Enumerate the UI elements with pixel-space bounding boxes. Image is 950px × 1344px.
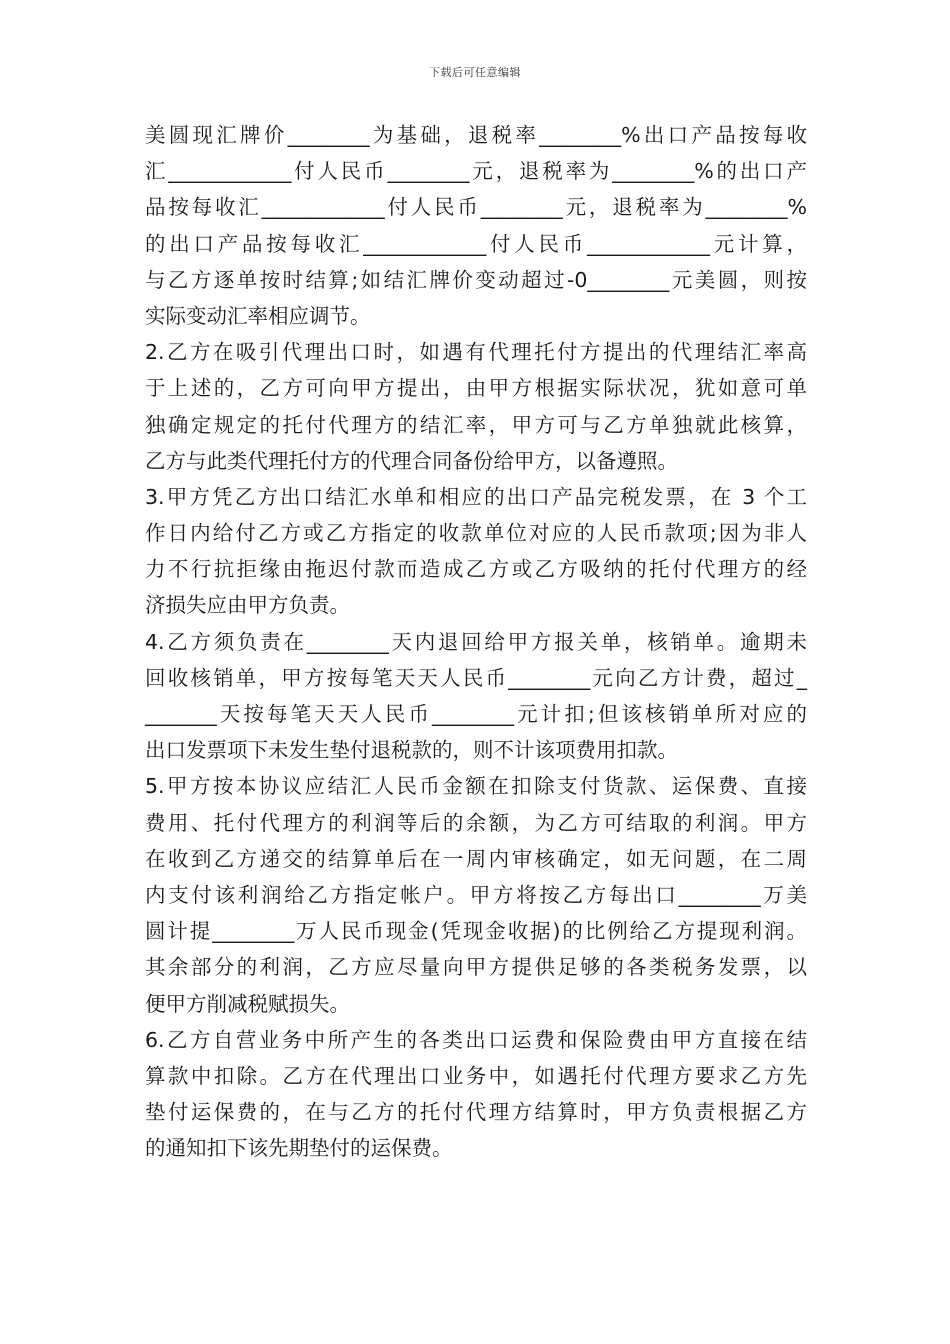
text-line: 与乙方逐单按时结算;如结汇牌价变动超过-0________元美圆，则按	[145, 267, 807, 292]
text-line: 美圆现汇牌价________为基础，退税率________%出口产品按每收	[145, 123, 807, 147]
text-line: 3.甲方凭乙方出口结汇水单和相应的出口产品完税发票，在 3 个工	[145, 484, 807, 509]
text-line: 的通知扣下该先期垫付的运保费。	[145, 1136, 453, 1161]
paragraph-4	[145, 624, 807, 769]
paragraph-2	[145, 334, 807, 479]
text-line: 作日内给付乙方或乙方指定的收款单位对应的人民币款项;因为非人	[145, 521, 807, 546]
text-line: 实际变动汇率相应调节。	[145, 303, 371, 328]
paragraph-1	[145, 117, 807, 334]
text-line: 出口发票项下未发生垫付退税款的，则不计该项费用扣款。	[145, 738, 678, 763]
text-line: 品按每收汇____________付人民币________元，退税率为________%	[145, 195, 807, 220]
text-line: 于上述的，乙方可向甲方提出，由甲方根据实际状况，犹如意可单	[145, 376, 807, 401]
text-line: 算款中扣除。乙方在代理出口业务中，如遇托付代理方要求乙方先	[145, 1063, 807, 1088]
text-line: 在收到乙方递交的结算单后在一周内审核确定，如无问题，在二周	[145, 846, 807, 871]
text-line: 费用、托付代理方的利润等后的余额，为乙方可结取的利润。甲方	[145, 810, 807, 835]
text-line: 6.乙方自营业务中所产生的各类出口运费和保险费由甲方直接在结	[145, 1027, 807, 1052]
text-line: 内支付该利润给乙方指定帐户。甲方将按乙方每出口________万美	[145, 882, 807, 907]
text-line: 5.甲方按本协议应结汇人民币金额在扣除支付货款、运保费、直接	[145, 774, 807, 799]
text-line: _______天按每笔天天人民币________元计扣;但该核销单所对应的	[145, 702, 807, 726]
text-line: 便甲方削减税赋损失。	[145, 991, 350, 1016]
paragraph-6	[145, 1022, 807, 1167]
page-header: 下载后可任意编辑	[429, 66, 521, 79]
text-line: 济损失应由甲方负责。	[145, 593, 350, 618]
text-line: 乙方与此类代理托付方的代理合同备份给甲方，以备遵照。	[145, 448, 678, 473]
text-line: 独确定规定的托付代理方的结汇率，甲方可与乙方单独就此核算，	[145, 412, 807, 437]
text-line: 的出口产品按每收汇____________付人民币____________元计算，	[145, 231, 807, 256]
text-line: 回收核销单，甲方按每笔天天人民币________元向乙方计费，超过_	[145, 665, 807, 690]
text-line: 4.乙方须负责在________天内退回给甲方报关单，核销单。逾期未	[145, 629, 807, 654]
text-line: 力不行抗拒缘由拖迟付款而造成乙方或乙方吸纳的托付代理方的经	[145, 557, 807, 582]
text-line: 圆计提________万人民币现金(凭现金收据)的比例给乙方提现利润。	[145, 919, 807, 944]
text-line: 其余部分的利润，乙方应尽量向甲方提供足够的各类税务发票，以	[145, 955, 807, 980]
text-line: 汇____________付人民币________元，退税率为________%的出口产	[145, 159, 807, 184]
paragraph-3	[145, 479, 807, 624]
document-body	[145, 117, 807, 1166]
text-line: 垫付运保费的，在与乙方的托付代理方结算时，甲方负责根据乙方	[145, 1100, 807, 1125]
paragraph-5	[145, 768, 807, 1021]
text-line: 2.乙方在吸引代理出口时，如遇有代理托付方提出的代理结汇率高	[145, 340, 807, 365]
